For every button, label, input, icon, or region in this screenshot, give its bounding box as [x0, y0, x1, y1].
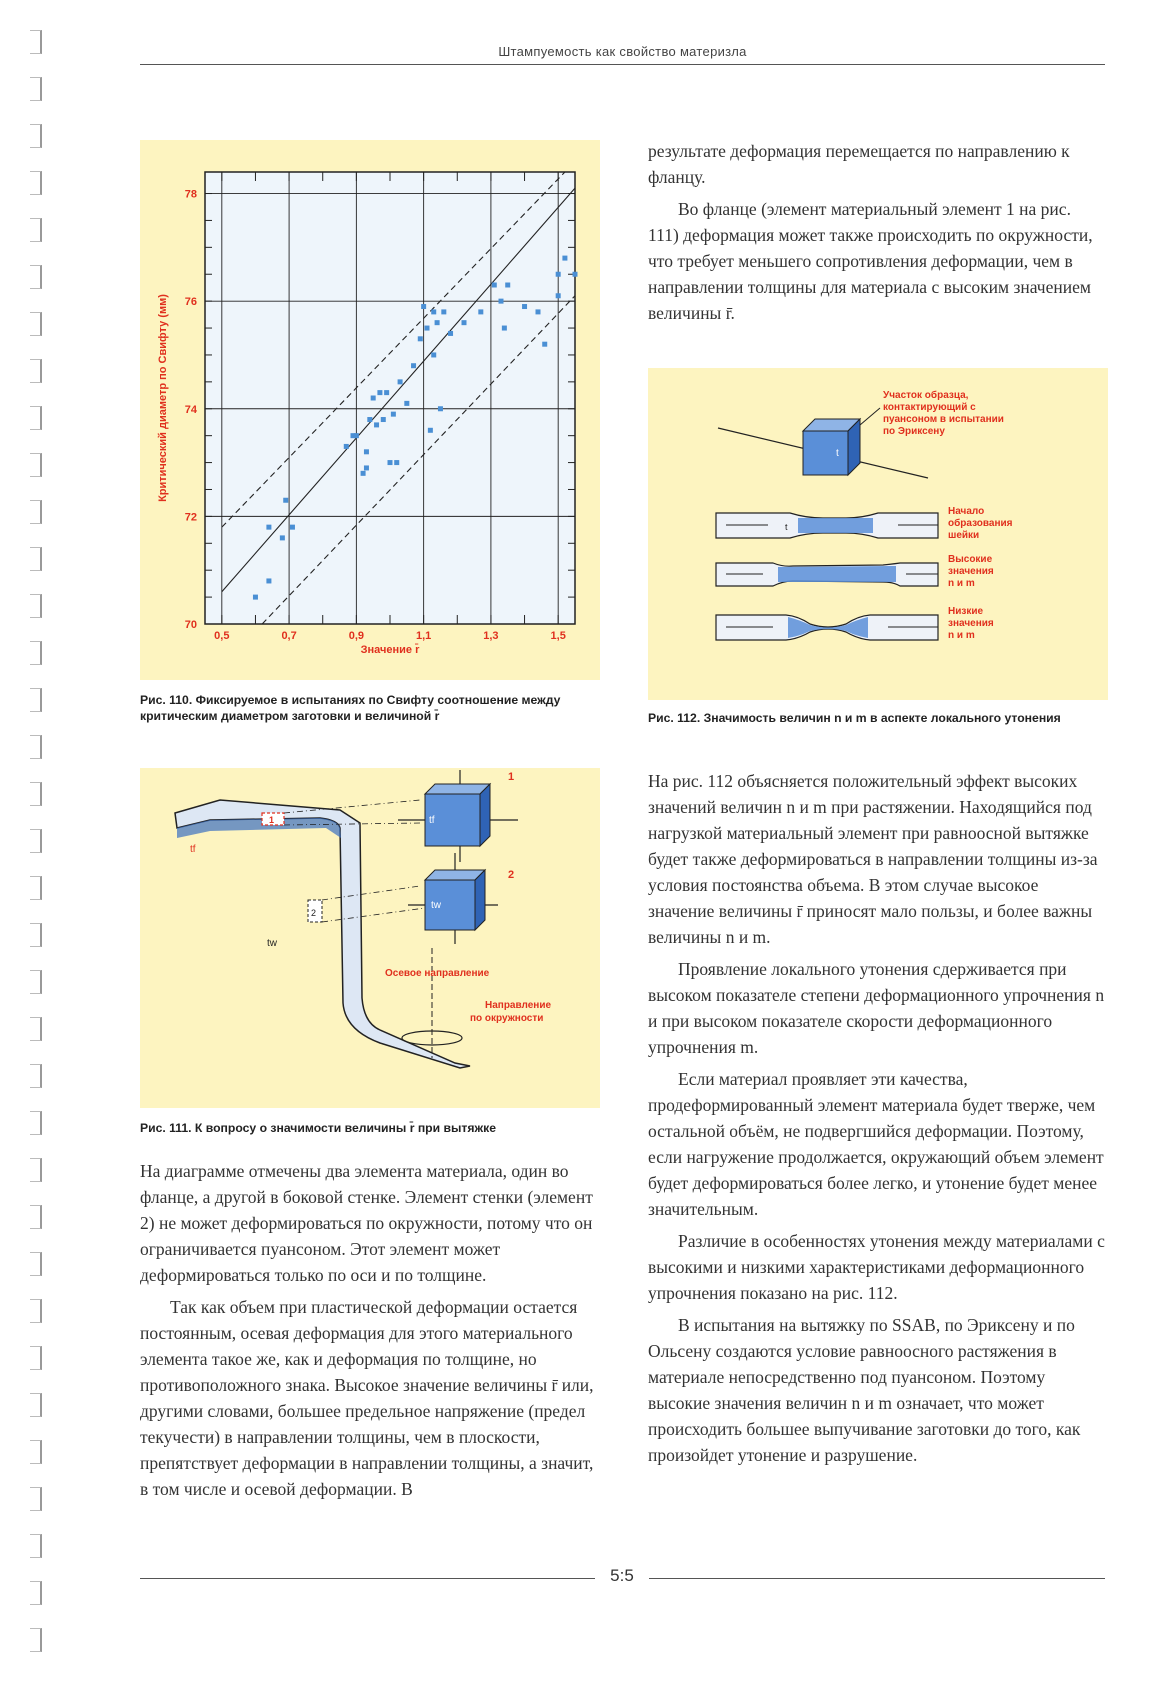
- binding-hole: [30, 1534, 42, 1558]
- cube-element-1: [425, 784, 490, 846]
- element-2-number: 2: [508, 869, 515, 881]
- data-point: [404, 401, 409, 406]
- plot-area: [205, 172, 575, 624]
- binding-hole: [30, 1111, 42, 1135]
- axial-direction-label: Осевое направление: [385, 968, 490, 979]
- data-point: [478, 309, 483, 314]
- data-point: [384, 390, 389, 395]
- data-point: [371, 396, 376, 401]
- data-point: [283, 498, 288, 503]
- data-point: [421, 304, 426, 309]
- strip-1-thickness: t: [785, 522, 788, 532]
- data-point: [411, 363, 416, 368]
- y-axis-label: Критический диаметр по Свифту (мм): [157, 294, 169, 502]
- binding-hole: [30, 124, 42, 148]
- figure-110-caption: Рис. 110. Фиксируемое в испытаниях по Свифту соотношение между критическим диаметром заготовки и величиной r̄: [140, 693, 561, 723]
- y-tick-label: 72: [184, 511, 197, 524]
- x-tick-labels: [214, 630, 566, 642]
- paragraph: Во фланце (элемент материальный элемент 1 на рис. 111) деформация может также происходить по окружности, что требует меньшего сопротивления деформации, чем в направлении толщины для материала с высоким значением величины r̄.: [648, 199, 1093, 323]
- paragraph: результате деформация перемещается по направлению к фланцу.: [648, 141, 1070, 187]
- data-point: [290, 525, 295, 530]
- binding-hole: [30, 1346, 42, 1370]
- binding-marks: [30, 30, 44, 1670]
- circumference-label-1: Направление: [485, 1000, 552, 1011]
- running-head: Штампуемость как свойство материзла: [498, 44, 747, 59]
- binding-hole: [30, 1628, 42, 1652]
- cube-1-thickness-label: tf: [429, 815, 435, 826]
- y-tick-label: 74: [184, 403, 197, 416]
- data-point: [428, 428, 433, 433]
- data-point: [266, 578, 271, 583]
- right-column-bottom-text: [648, 768, 1106, 1474]
- flange-element-label: 1: [269, 815, 275, 825]
- data-point: [542, 342, 547, 347]
- binding-hole: [30, 1299, 42, 1323]
- data-point: [462, 320, 467, 325]
- flange-thickness-label: tf: [190, 844, 196, 855]
- data-point: [522, 304, 527, 309]
- data-point: [391, 412, 396, 417]
- right-column-top-text: [648, 138, 1106, 332]
- wall-thickness-label: tw: [267, 938, 277, 949]
- contact-label-3: пуансоном в испытании: [883, 414, 1004, 425]
- data-point: [280, 535, 285, 540]
- paragraph: В испытания на вытяжку по SSAB, по Эриксену и по Ольсену создаются условие равноосного растяжения в материале непосредственно под пуансоном. Поэтому высокие значения величин n и m означает, что может происходить большее выпучивание заготовки до того, как произойдет утонение и разрушение.: [648, 1315, 1081, 1465]
- binding-hole: [30, 876, 42, 900]
- data-point: [505, 283, 510, 288]
- data-point: [435, 320, 440, 325]
- binding-hole: [30, 1252, 42, 1276]
- figure-111: [140, 768, 600, 1108]
- binding-hole: [30, 218, 42, 242]
- data-point: [418, 336, 423, 341]
- data-point: [431, 309, 436, 314]
- high-label-2: значения: [948, 566, 994, 577]
- y-tick-label: 76: [184, 296, 197, 309]
- x-tick-label: 0,5: [214, 630, 230, 642]
- paragraph: На рис. 112 объясняется положительный эффект высоких значений величин n и m при растяжении. Находящийся под нагрузкой материальный элемент при равноосной вытяжке будет также деформироваться в направлении толщины из-за условия постоянства объема. В этом случае высокое значение величины r̄ приносят мало пользы, и более важны величины n и m.: [648, 771, 1098, 947]
- x-tick-label: 1,3: [483, 630, 499, 642]
- binding-hole: [30, 594, 42, 618]
- binding-hole: [30, 1017, 42, 1041]
- binding-hole: [30, 265, 42, 289]
- x-axis-label: Значение r̄: [360, 644, 420, 656]
- wall-element-label: 2: [311, 908, 317, 918]
- left-column-text: [140, 1158, 598, 1508]
- paragraph: Различие в особенностях утонения между материалами с высокими и низкими характеристиками деформационного упрочнения показано на рис. 112.: [648, 1231, 1105, 1303]
- data-point: [344, 444, 349, 449]
- footer-rule-left: [140, 1578, 595, 1579]
- binding-hole: [30, 1440, 42, 1464]
- binding-hole: [30, 547, 42, 571]
- data-point: [536, 309, 541, 314]
- paragraph: Так как объем при пластической деформации остается постоянным, осевая деформация для этого материального элемента такое же, как и деформация по толщине, но противоположного знака. Высокое значение величины r̄ или, другими словами, большее предельное напряжение (предел текучести) в направлении толщины, чем в плоскости, препятствует деформации в направлении толщины, а значит, в том числе и осевой деформации. В: [140, 1297, 594, 1499]
- data-point: [562, 256, 567, 261]
- data-point: [266, 525, 271, 530]
- data-point: [438, 406, 443, 411]
- data-point: [361, 471, 366, 476]
- binding-hole: [30, 171, 42, 195]
- necking-label-2: образования: [948, 518, 1013, 529]
- binding-hole: [30, 453, 42, 477]
- necking-label-1: Начало: [948, 506, 985, 517]
- high-label-3: n и m: [948, 578, 975, 589]
- header-rule: [140, 64, 1105, 65]
- binding-hole: [30, 735, 42, 759]
- element-1-number: 1: [508, 771, 515, 783]
- page-number: 5:5: [610, 1566, 634, 1585]
- circumference-label-2: по окружности: [470, 1013, 544, 1024]
- data-point: [431, 352, 436, 357]
- cube-2-thickness-label: tw: [431, 900, 441, 911]
- data-point: [364, 449, 369, 454]
- figure-112-caption: Рис. 112. Значимость величин n и m в аспекте локального утонения: [648, 711, 1061, 725]
- binding-hole: [30, 1487, 42, 1511]
- contact-label-1: Участок образца,: [883, 390, 969, 401]
- binding-hole: [30, 688, 42, 712]
- high-label-1: Высокие: [948, 554, 993, 565]
- binding-hole: [30, 1393, 42, 1417]
- data-point: [448, 331, 453, 336]
- binding-hole: [30, 970, 42, 994]
- binding-hole: [30, 923, 42, 947]
- binding-hole: [30, 829, 42, 853]
- data-point: [499, 299, 504, 304]
- figure-112: [648, 368, 1108, 700]
- local-thinning-diagram: [648, 368, 1108, 700]
- data-point: [502, 326, 507, 331]
- data-point: [367, 417, 372, 422]
- binding-hole: [30, 1581, 42, 1605]
- data-point: [394, 460, 399, 465]
- y-tick-label: 78: [184, 188, 197, 201]
- binding-hole: [30, 641, 42, 665]
- data-point: [253, 595, 258, 600]
- footer-rule-right: [649, 1578, 1105, 1579]
- binding-hole: [30, 312, 42, 336]
- binding-hole: [30, 1205, 42, 1229]
- binding-hole: [30, 500, 42, 524]
- data-point: [354, 433, 359, 438]
- binding-hole: [30, 406, 42, 430]
- data-point: [556, 293, 561, 298]
- swift-test-chart: [140, 140, 600, 680]
- data-point: [374, 422, 379, 427]
- x-tick-label: 0,9: [348, 630, 365, 642]
- y-tick-label: 70: [184, 619, 197, 631]
- data-point: [377, 390, 382, 395]
- data-point: [381, 417, 386, 422]
- data-point: [556, 272, 561, 277]
- necking-label-3: шейки: [948, 530, 980, 541]
- data-point: [398, 379, 403, 384]
- low-label-3: n и m: [948, 630, 975, 641]
- deep-drawing-diagram: [140, 768, 600, 1108]
- contact-label-2: контактирующий с: [883, 402, 976, 413]
- tension-cube: [803, 419, 860, 475]
- x-tick-label: 0,7: [281, 630, 297, 642]
- binding-hole: [30, 77, 42, 101]
- binding-hole: [30, 1064, 42, 1088]
- data-point: [364, 465, 369, 470]
- figure-110: [140, 140, 600, 680]
- x-tick-label: 1,5: [550, 630, 566, 642]
- data-point: [492, 283, 497, 288]
- y-tick-labels: [185, 189, 198, 631]
- data-point: [425, 326, 430, 331]
- paragraph: Проявление локального утонения сдерживается при высоком показателе степени деформационного упрочнения n и при высоком показателе скорости деформационного упрочнения m.: [648, 959, 1105, 1057]
- binding-hole: [30, 782, 42, 806]
- leader-line: [860, 408, 880, 425]
- figure-111-caption: Рис. 111. К вопросу о значимости величины r̄ при вытяжке: [140, 1121, 496, 1135]
- x-tick-label: 1,1: [415, 630, 432, 642]
- neck-shading-2: [778, 566, 896, 582]
- binding-hole: [30, 1158, 42, 1182]
- contact-label-4: по Эриксену: [883, 426, 945, 437]
- neck-shading-1: [798, 518, 873, 533]
- data-point: [388, 460, 393, 465]
- binding-hole: [30, 359, 42, 383]
- data-point: [441, 309, 446, 314]
- paragraph: На диаграмме отмечены два элемента материала, один во фланце, а другой в боковой стенке. Элемент стенки (элемент 2) не может деформироваться по окружности, потому что он ограничивается пуансоном. Этот элемент может деформироваться только по оси и по толщине.: [140, 1161, 593, 1285]
- low-label-2: значения: [948, 618, 994, 629]
- thickness-label: t: [836, 448, 839, 459]
- low-label-1: Низкие: [948, 606, 984, 617]
- binding-hole: [30, 30, 42, 54]
- paragraph: Если материал проявляет эти качества, продеформированный элемент материала будет тверже, чем остальной объём, не подвергшийся деформации. Поэтому, если нагружение продолжается, окружающий объем элемент будет деформироваться более легко, и утонение будет менее значительным.: [648, 1069, 1104, 1219]
- data-point: [573, 272, 578, 277]
